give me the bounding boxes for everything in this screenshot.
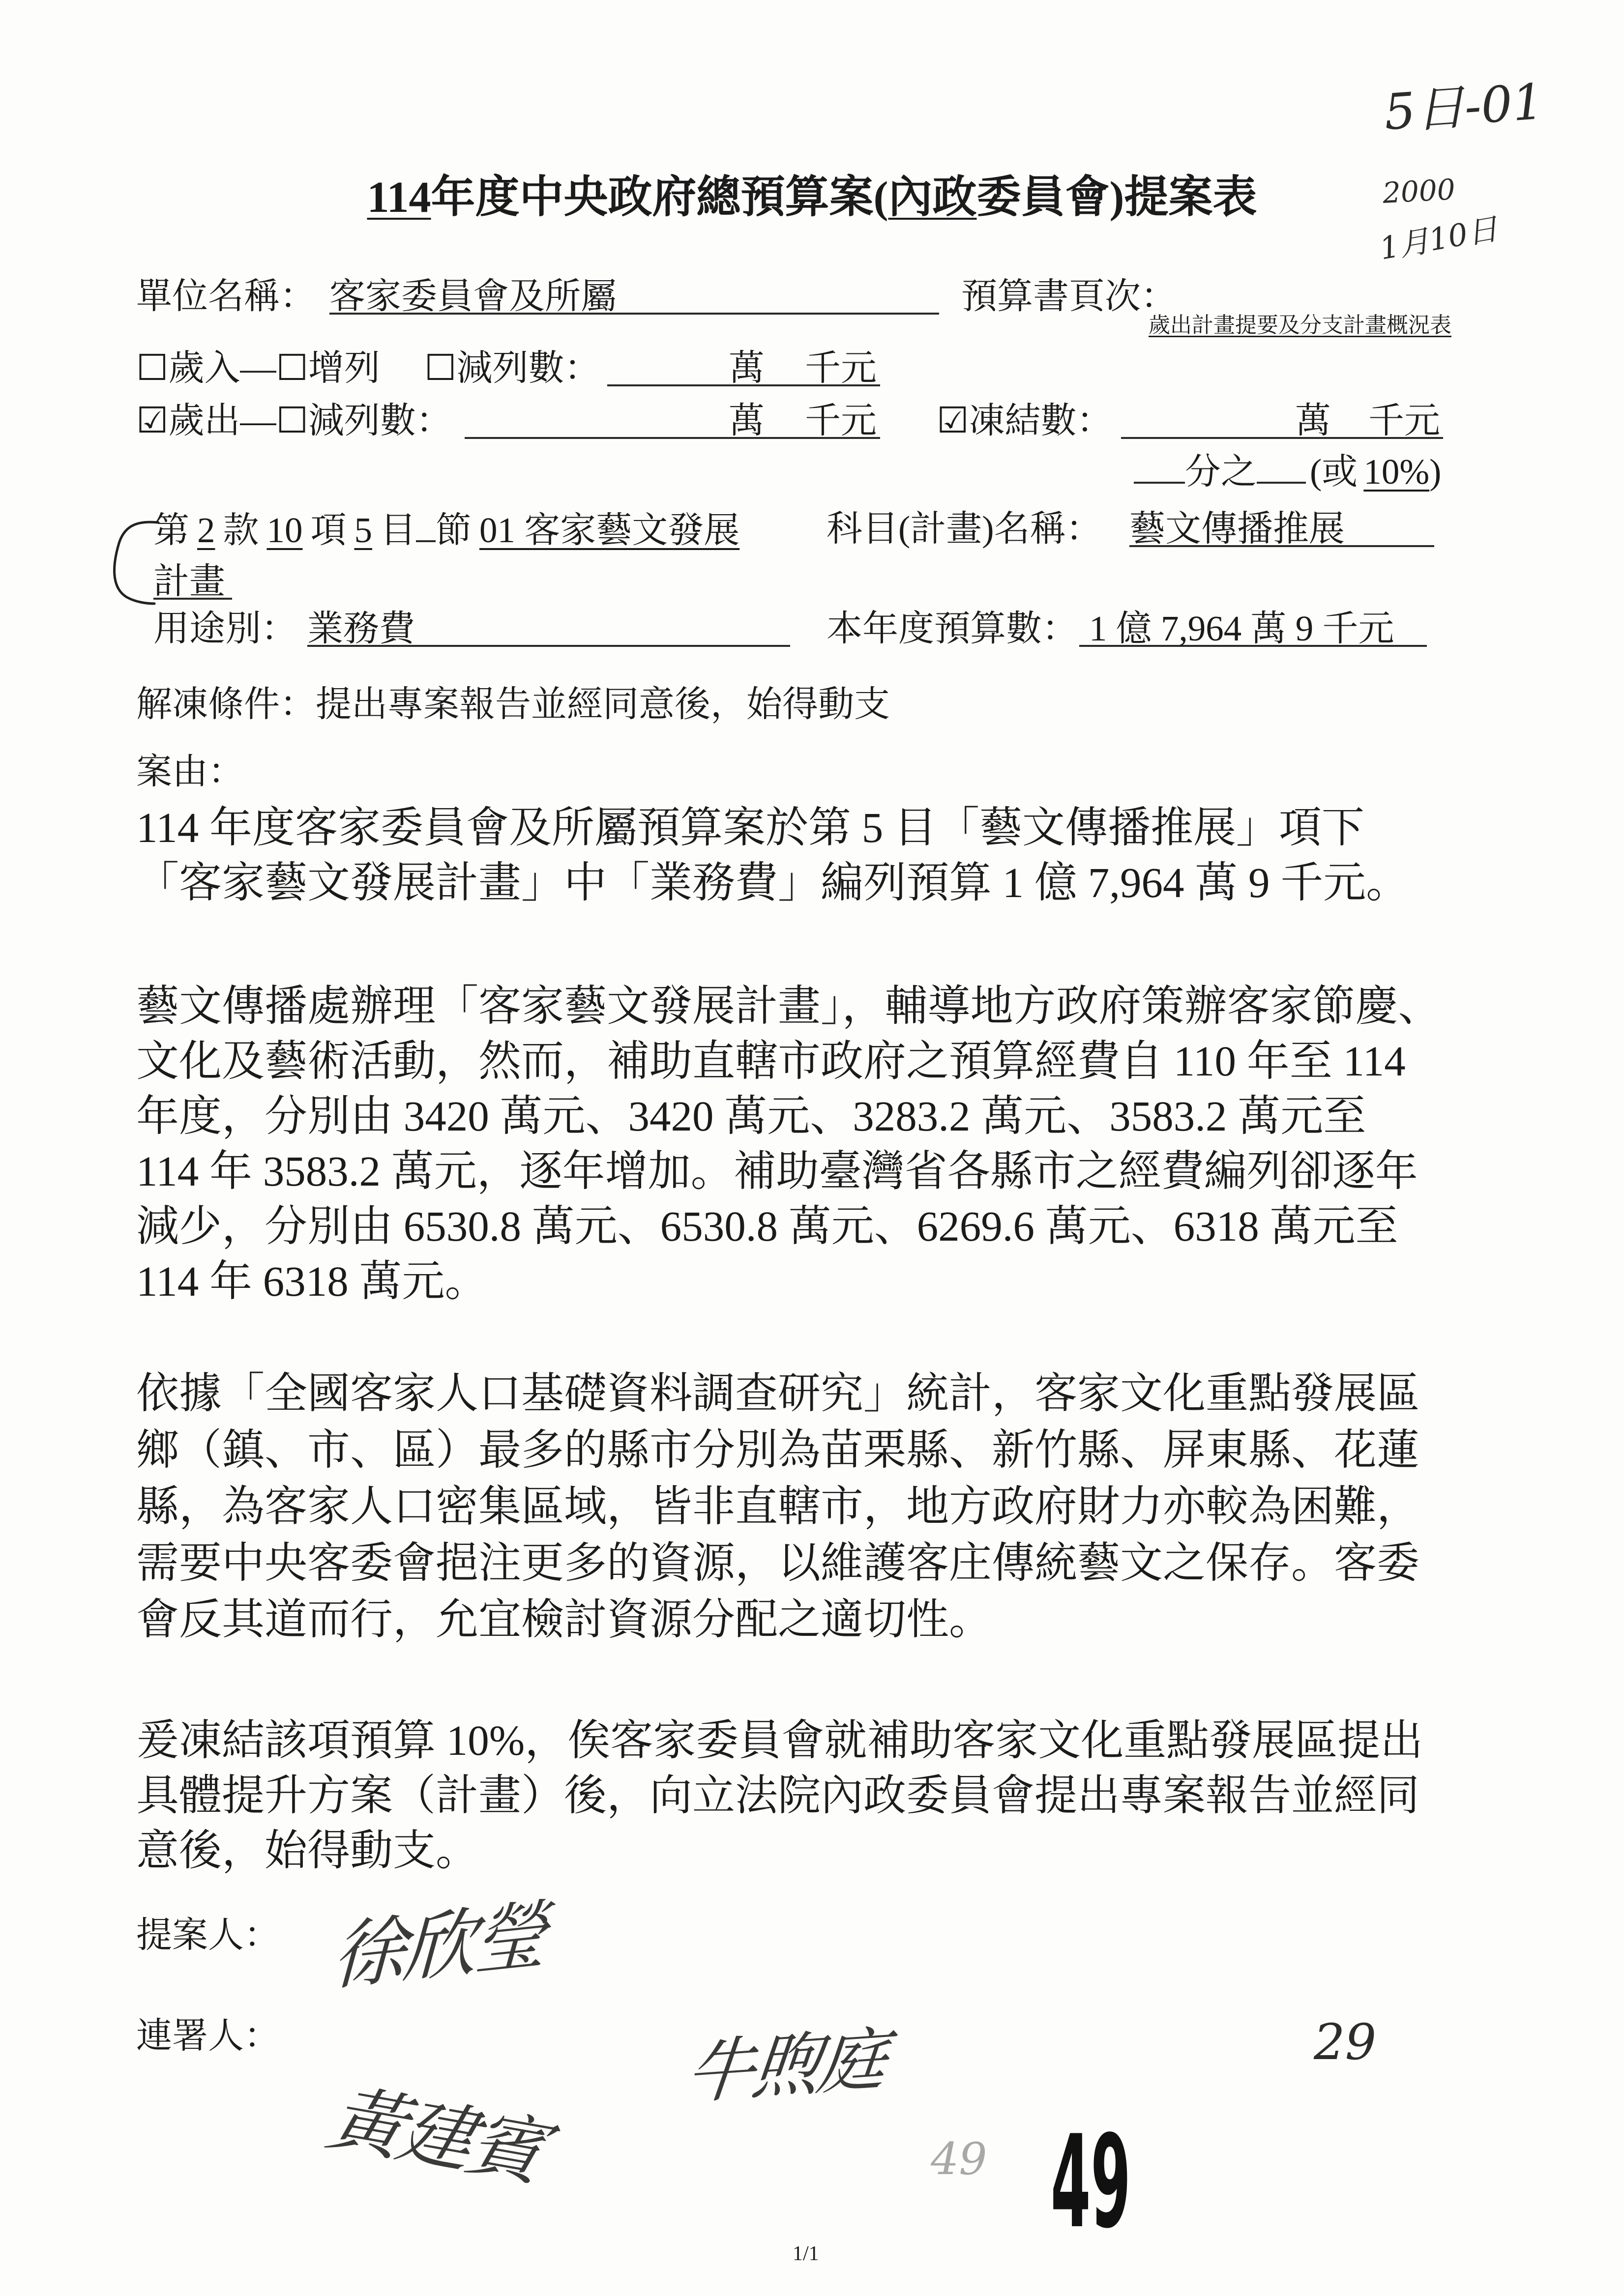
handwritten-date: 1月10日 — [1377, 210, 1501, 267]
account-xiang: 10 — [266, 510, 303, 550]
account-mu: 5 — [354, 510, 372, 550]
budget-page-label: 預算書頁次： — [961, 276, 1177, 316]
handwritten-doc-code: 5日-01 — [1382, 72, 1546, 142]
title-committee: 內政 — [888, 173, 977, 222]
reason-label: 案由： — [136, 752, 244, 791]
fraction-close: ) — [1429, 452, 1442, 492]
reason-paragraph-3 — [136, 1365, 1419, 1648]
paragraph-line: 114 年度客家委員會及所屬預算案於第 5 目「藝文傳播推展」項下 — [136, 804, 1365, 851]
paragraph-line: 文化及藝術活動，然而，補助直轄市政府之預算經費自 110 年至 114 — [136, 1037, 1406, 1085]
expenditure-decrease-label: 減列數： — [308, 401, 452, 440]
handwritten-number-49-faint: 49 — [931, 2133, 987, 2185]
expenditure-decrease-checkbox: ☐ — [276, 400, 308, 441]
unit-value: 客家委員會及所屬 — [329, 276, 617, 316]
budget-label: 本年度預算數： — [827, 609, 1078, 648]
freeze-qianyuan-unit: 千元 — [1368, 401, 1440, 440]
expenditure-label: 歲出— — [168, 401, 276, 440]
account-mu-label: 目 — [380, 510, 416, 550]
usage-field — [307, 610, 790, 647]
paragraph-line: 需要中央客委會挹注更多的資源，以維護客庄傳統藝文之保存。客委 — [136, 1539, 1419, 1587]
handwritten-number-49-bold: 49 — [1051, 2108, 1131, 2257]
unit-label: 單位名稱： — [136, 276, 316, 316]
account-di: 第 — [153, 510, 189, 550]
account-code — [153, 511, 739, 548]
account-jie-label: 節 — [436, 510, 472, 550]
unfreeze-condition: 解凍條件：提出專案報告並經同意後，始得動支 — [136, 684, 890, 724]
budget-page-note — [1149, 315, 1451, 336]
reason-paragraph-1 — [136, 800, 1409, 910]
fraction-or-label: (或 — [1310, 452, 1358, 492]
freeze-fraction — [1134, 452, 1441, 490]
expenditure-qianyuan-unit: 千元 — [805, 401, 877, 440]
paragraph-line: 114 年 3583.2 萬元，逐年增加。補助臺灣省各縣市之經費編列卻逐年 — [136, 1147, 1418, 1195]
paragraph-line: 具體提升方案（計畫）後，向立法院內政委員會提出專案報告並經同 — [136, 1772, 1419, 1819]
title-fiscal-year: 114 — [367, 173, 431, 222]
cosigner-label: 連署人： — [136, 2016, 280, 2056]
expenditure-checkbox: ☑ — [136, 400, 169, 441]
revenue-label: 歲入— — [168, 348, 276, 388]
fraction-numerator-blank — [1257, 452, 1306, 484]
usage-label: 用途別： — [153, 609, 297, 648]
subject-field — [1129, 511, 1434, 547]
subject-field-continued — [153, 563, 232, 600]
paragraph-line: 減少，分別由 6530.8 萬元、6530.8 萬元、6269.6 萬元、6318 萬元至 — [136, 1202, 1398, 1250]
unit-field — [329, 278, 939, 315]
reason-paragraph-2 — [136, 979, 1441, 1309]
paragraph-line: 年度，分別由 3420 萬元、3420 萬元、3283.2 萬元、3583.2 萬元至 — [136, 1092, 1366, 1140]
subject-value: 藝文傳播推展 — [1129, 509, 1345, 549]
handwritten-number-29: 29 — [1314, 2013, 1377, 2071]
paragraph-line: 鄉（鎮、市、區）最多的縣市分別為苗栗縣、新竹縣、屏東縣、花蓮 — [136, 1426, 1419, 1474]
handwritten-time: 2000 — [1382, 173, 1456, 210]
revenue-wan-unit: 萬 — [729, 348, 765, 388]
freeze-wan-unit: 萬 — [1295, 401, 1331, 440]
account-program: 01 客家藝文發展 — [479, 510, 740, 550]
revenue-options — [136, 347, 380, 389]
cosigner-signature-2: 牛煦庭 — [681, 2019, 888, 2114]
freeze-percent: 10% — [1363, 452, 1430, 492]
cosigner-signature-1: 黃建賓 — [319, 2076, 552, 2196]
title-text-2: 委員會)提案表 — [976, 173, 1257, 222]
expenditure-options — [136, 400, 452, 441]
freeze-option — [937, 400, 1113, 441]
title-text-1: 年度中央政府總預算案( — [431, 173, 888, 222]
account-xiang-label: 項 — [310, 510, 347, 550]
revenue-checkbox: ☐ — [136, 347, 169, 389]
revenue-qianyuan-unit: 千元 — [805, 348, 877, 388]
fraction-label: 分之 — [1185, 452, 1257, 492]
proposer-signature: 徐欣瑩 — [331, 1892, 545, 2001]
account-kuan-label: 款 — [223, 510, 259, 550]
proposer-label: 提案人： — [136, 1915, 280, 1955]
reason-paragraph-4 — [136, 1713, 1423, 1878]
freeze-checkbox: ☑ — [937, 400, 969, 441]
form-title — [0, 175, 1624, 220]
paragraph-line: 會反其道而行，允宜檢討資源分配之適切性。 — [136, 1596, 992, 1643]
usage-value: 業務費 — [307, 609, 415, 648]
budget-page-note-text: 歲出計畫提要及分支計畫概況表 — [1149, 313, 1451, 337]
fraction-denominator-blank — [1134, 452, 1185, 484]
freeze-label: 凍結數： — [969, 401, 1113, 440]
subject-value-continued: 計畫 — [153, 561, 225, 601]
revenue-increase-label: 增列 — [308, 348, 380, 388]
expenditure-wan-unit: 萬 — [729, 401, 765, 440]
budget-value: 1 億 7,964 萬 9 千元 — [1089, 609, 1394, 648]
paragraph-line: 意後，始得動支。 — [136, 1827, 478, 1874]
revenue-decrease — [424, 347, 600, 389]
revenue-increase-checkbox: ☐ — [276, 347, 308, 389]
paragraph-line: 114 年 6318 萬元。 — [136, 1257, 488, 1305]
paragraph-line: 依據「全國客家人口基礎資料調查研究」統計，客家文化重點發展區 — [136, 1369, 1419, 1417]
subject-label: 科目(計畫)名稱： — [827, 509, 1102, 549]
revenue-decrease-checkbox: ☐ — [424, 347, 457, 389]
paragraph-line: 藝文傳播處辦理「客家藝文發展計畫」，輔導地方政府策辦客家節慶、 — [136, 982, 1441, 1030]
budget-field — [1079, 610, 1427, 647]
paragraph-line: 爰凍結該項預算 10%，俟客家委員會就補助客家文化重點發展區提出 — [136, 1716, 1423, 1764]
revenue-decrease-label: 減列數： — [456, 348, 600, 388]
account-kuan: 2 — [197, 510, 215, 550]
account-jie-blank — [416, 511, 436, 542]
page-number: 1/1 — [793, 2242, 819, 2265]
paragraph-line: 「客家藝文發展計畫」中「業務費」編列預算 1 億 7,964 萬 9 千元。 — [136, 859, 1409, 906]
paragraph-line: 縣，為客家人口密集區域，皆非直轄市，地方政府財力亦較為困難， — [136, 1482, 1419, 1530]
